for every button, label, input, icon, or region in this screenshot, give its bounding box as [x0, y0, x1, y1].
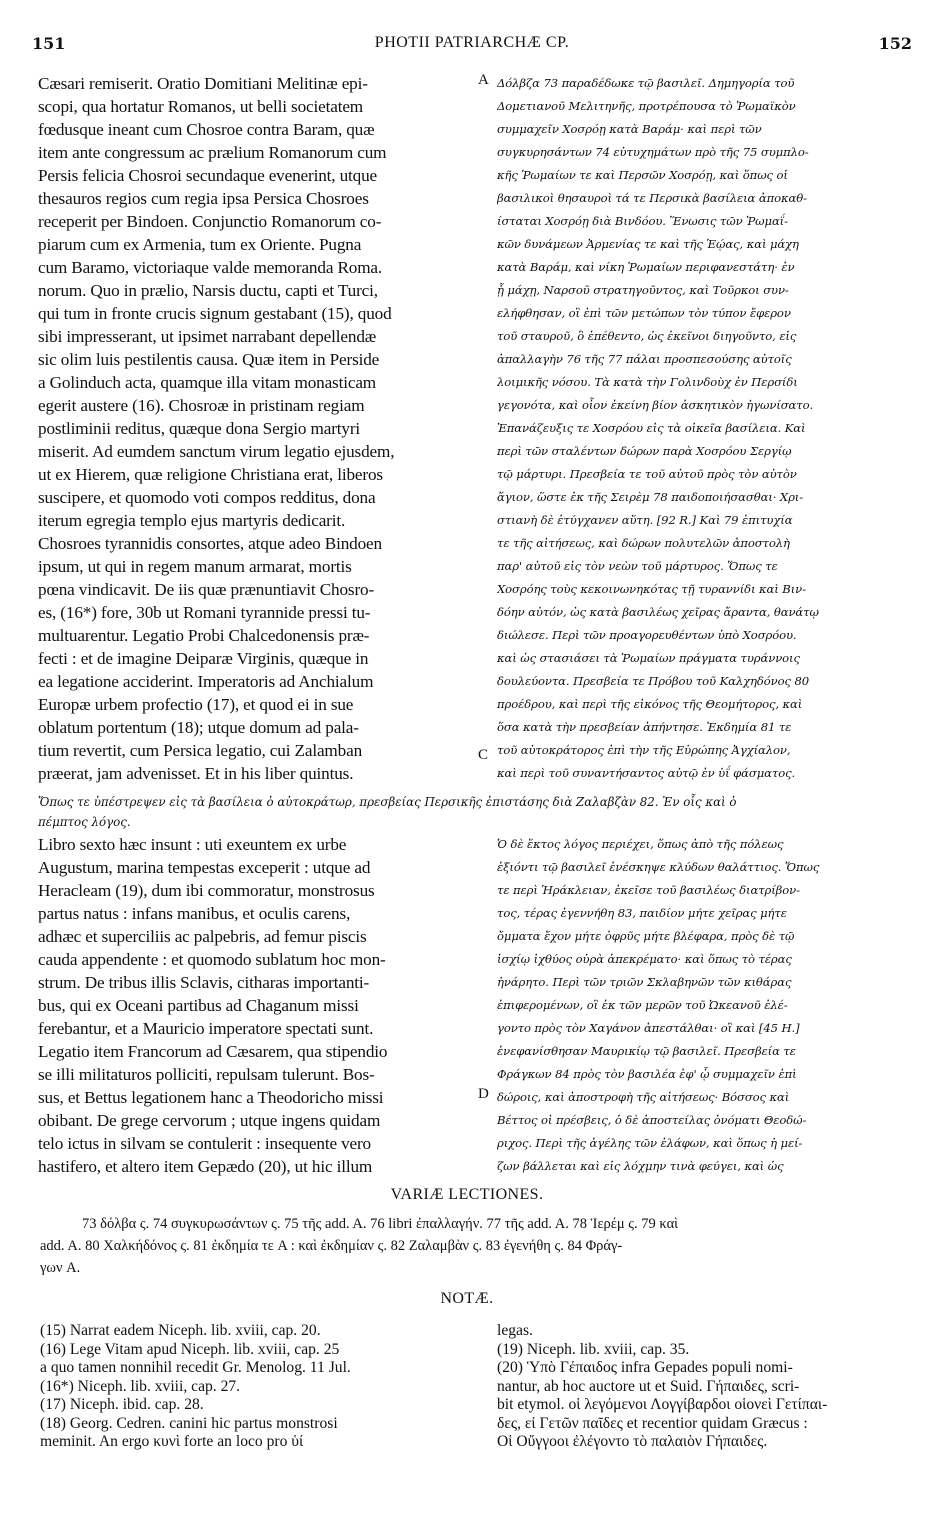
latin-text-line: Cæsari remiserit. Oratio Domitiani Melitinæ epi- — [38, 74, 368, 93]
latin-text-line: fœdusque ineant cum Chosroe contra Baram, quæ — [38, 120, 375, 139]
greek-spanning-line: πέμπτος λόγος. — [38, 815, 131, 829]
note-line: a quo tamen nonnihil recedit Gr. Menolog. 11 Jul. — [40, 1359, 351, 1376]
latin-text-line: hastifero, et altero item Gepædo (20), ut hic illum — [38, 1157, 373, 1176]
margin-marker-d: D — [478, 1086, 489, 1102]
note-line: nantur, ab hoc auctore ut et Suid. Γήπαιδες, scri- — [497, 1377, 800, 1395]
greek-text-line: Ἐπανάζευξις τε Χοσρόου εἰς τὰ οἰκεῖα βασίλεια. Καὶ — [497, 421, 806, 435]
running-title: PHOTII PATRIARCHÆ CP. — [374, 34, 570, 51]
variae-line-3: γων A. — [40, 1260, 81, 1276]
greek-text-line: διώλεσε. Περὶ τῶν προαγορευθέντων ὑπὸ Χοσρόου. — [497, 628, 797, 642]
running-header — [32, 34, 912, 56]
note-line: meminit. An ergo κυνὶ forte an loco pro ὑί — [40, 1433, 304, 1450]
note-line: (16) Lege Vitam apud Niceph. lib. xviii, cap. 25 — [40, 1340, 340, 1358]
greek-text-line: Χοσρόης τοὺς κεκοινωνηκότας τῇ τυραννίδι καὶ Βιν- — [497, 582, 806, 596]
greek-text-line: ριχος. Περὶ τῆς ἀγέλης τῶν ἐλάφων, καὶ ὅπως ἡ μεί- — [497, 1136, 803, 1150]
latin-text-line: iterum egregia templo ejus martyris dedicarit. — [38, 511, 346, 530]
greek-text-line: ελήφθησαν, οἳ ἐπὶ τῶν μετώπων τὸν τύπον ἔφερον — [497, 306, 791, 320]
greek-spanning-lines — [38, 792, 918, 832]
latin-text-line: cum Baramo, victoriaque valde memoranda Roma. — [38, 258, 383, 277]
greek-text-line: κῶν δυνάμεων Ἀρμενίας τε καὶ τῆς Ἑῴας, καὶ μάχη — [497, 237, 799, 251]
latin-text-line: Augustum, marina tempestas exceperit : utque ad — [38, 858, 371, 877]
latin-text-line: item ante congressum ac prælium Romanorum cum — [38, 143, 387, 162]
greek-text-line: ᾗ μάχῃ, Ναρσοῦ στρατηγοῦντος, καὶ Τοῦρκοι συν- — [497, 283, 789, 297]
greek-text-line: συγκυρησάντων 74 εὐτυχημάτων πρὸ τῆς 75 συμπλο- — [497, 145, 809, 159]
greek-text-line: Δόλβζα 73 παραδέδωκε τῷ βασιλεῖ. Δημηγορία τοῦ — [497, 76, 795, 90]
latin-text-line: telo ictus in silvam se contulerit : insequente vero — [38, 1134, 372, 1153]
latin-text-line: Europæ urbem profectio (17), et quod ei in sue — [38, 695, 354, 714]
latin-text-line: se illi militaturos polliciti, repulsam tulerunt. Bos- — [38, 1065, 375, 1084]
latin-text-line: sic olim luis pestilentis causa. Quæ item in Perside — [38, 350, 380, 369]
latin-text-line: fecti : et de imagine Deiparæ Virginis, quæque in — [38, 649, 369, 668]
latin-text-line: sibi impresserant, ut ipsimet narrabant depellendæ — [38, 327, 377, 346]
greek-text-line: κατὰ Βαράμ, καὶ νίκη Ῥωμαίων περιφανεστάτη· ἐν — [497, 260, 795, 274]
latin-text-line: qui tum in fronte crucis signum gestabant (15), quod — [38, 304, 392, 323]
greek-text-line: γεγονότα, καὶ οἷον ἐκείνη βίον ἀσκητικὸν ἠγωνίσατο. — [497, 398, 814, 412]
latin-text-line: ut ex Hierem, quæ religione Christiana erat, liberos — [38, 465, 383, 484]
variae-line-2: add. A. 80 Χαλκήδόνος ς. 81 ἐκδημία τε A : καὶ ἐκδημίαν ς. 82 Ζαλαμβὰν ς. 83 ἐγενήθη ς. 84 Φράγ- — [40, 1238, 623, 1254]
latin-text-line: tium revertit, cum Persica legatio, cui Zalamban — [38, 741, 363, 760]
latin-text-line: multuarentur. Legatio Probi Chalcedonensis præ- — [38, 626, 370, 645]
margin-marker-a: A — [478, 72, 489, 88]
latin-text-line: Libro sexto hæc insunt : uti exeuntem ex urbe — [38, 835, 347, 854]
notae-right-column — [497, 1322, 917, 1452]
greek-text-line: γοντο πρὸς τὸν Χαγάνον ἀπεστάλθαι· οἳ καὶ [45 H.] — [497, 1021, 800, 1035]
latin-text-line: a Golinduch acta, quamque illa vitam monasticam — [38, 373, 377, 392]
latin-text-line: cauda appendente : et quomodo sublatum hoc mon- — [38, 950, 386, 969]
greek-text-line: Βέττος οἱ πρέσβεις, ὁ δὲ ἀποστείλας ὀνόματι Θεοδώ- — [497, 1113, 807, 1127]
greek-text-line: παρ' αὐτοῦ εἰς τὸν νεὼν τοῦ μάρτυρος. Ὅπως τε — [497, 559, 778, 573]
greek-text-line: καὶ περὶ τοῦ συναντήσαντος αὐτῷ ἐν ὑΐ φάσματος. — [497, 766, 796, 780]
note-line: (16*) Niceph. lib. xviii, cap. 27. — [40, 1377, 241, 1395]
latin-text-line: partus natus : infans manibus, et oculis carens, — [38, 904, 351, 923]
latin-text-line: adhæc et superciliis ac palpebris, ad femur piscis — [38, 927, 367, 946]
latin-column-bottom — [38, 833, 470, 1178]
notae-left-column — [40, 1322, 480, 1452]
latin-text-line: ipsum, ut qui in regem manum armarat, mortis — [38, 557, 352, 576]
greek-column-top — [497, 72, 915, 785]
latin-text-line: es, (16*) fore, 30b ut Romani tyrannide pressi tu- — [38, 603, 371, 622]
latin-text-line: oblatum portentum (18); utque domum ad pala- — [38, 718, 359, 737]
page-number-right: 152 — [878, 34, 912, 53]
latin-column-top — [38, 72, 470, 785]
latin-text-line: Persis felicia Chosroi secundaque evenerint, utque — [38, 166, 378, 185]
greek-text-line: ζων βάλλεται καὶ εἰς λόχμην τινὰ φεύγει, καὶ ὡς — [497, 1159, 784, 1173]
greek-text-line: τοῦ σταυροῦ, ὃ ἐπέθεντο, ὡς ἐκεῖνοι διηγοῦντο, εἰς — [497, 329, 797, 343]
greek-text-line: τε περὶ Ἡράκλειαν, ἐκεῖσε τοῦ βασιλέως διατρίβον- — [497, 883, 800, 897]
latin-text-line: thesauros regios cum regia ipsa Persica Chosroes — [38, 189, 369, 208]
latin-text-line: præerat, jam advenisset. Et in his liber quintus. — [38, 764, 354, 783]
note-line: δες, εἰ Γετῶν παῖδες et recentior quidam Græcus : — [497, 1414, 808, 1432]
greek-text-line: δόην αὐτόν, ὡς κατὰ βασιλέως χεῖρας ἄραντα, θανάτῳ — [497, 605, 819, 619]
latin-text-line: receperit per Bindoen. Conjunctio Romanorum co- — [38, 212, 382, 231]
latin-text-line: bus, qui ex Oceani partibus ad Chaganum missi — [38, 996, 359, 1015]
greek-text-line: τοῦ αὐτοκράτορος ἐπὶ τὴν τῆς Εὐρώπης Ἀγχίαλον, — [497, 743, 791, 757]
latin-text-line: piarum cum ex Armenia, tum ex Oriente. Pugna — [38, 235, 362, 254]
margin-marker-c: C — [478, 747, 489, 763]
latin-text-line: strum. De tribus illis Sclavis, citharas importanti- — [38, 973, 370, 992]
latin-text-line: ferebantur, et a Mauricio imperatore spectati sunt. — [38, 1019, 374, 1038]
variae-line-1: 73 δόλβα ς. 74 συγκυρωσάντων ς. 75 τῆς add. A. 76 libri ἐπαλλαγήν. 77 τῆς add. A. 78 Ἱερέμ ς. 79 καὶ — [82, 1216, 679, 1232]
latin-text-line: norum. Quo in prælio, Narsis ductu, capti et Turci, — [38, 281, 378, 300]
greek-column-bottom — [497, 833, 915, 1178]
greek-text-line: βασιλικοὶ θησαυροὶ τά τε Περσικὰ βασίλεια ἀποκαθ- — [497, 191, 807, 205]
page-number-left: 151 — [32, 34, 66, 53]
greek-text-line: λοιμικῆς νόσου. Τὰ κατὰ τὴν Γολινδοὺχ ἐν Περσίδι — [497, 375, 798, 389]
greek-text-line: τῷ μάρτυρι. Πρεσβεία τε τοῦ αὐτοῦ πρὸς τὸν αὐτὸν — [497, 467, 797, 481]
greek-text-line: ὅσα κατὰ τὴν πρεσβείαν ἀπήντησε. Ἐκδημία 81 τε — [497, 720, 792, 734]
greek-text-line: δουλεύοντα. Πρεσβεία τε Πρόβου τοῦ Καλχηδόνος 80 — [497, 674, 810, 688]
note-line: (20) Ὑπὸ Γέπαιδος infra Gepades populi nomi- — [497, 1359, 793, 1376]
greek-text-line: προέδρου, καὶ περὶ τῆς εἰκόνος τῆς Θεομήτορος, καὶ — [497, 697, 803, 711]
greek-text-line: τος, τέρας ἐγεννήθη 83, παιδίον μήτε χεῖρας μήτε — [497, 906, 787, 920]
latin-text-line: sus, et Bettus legationem hanc a Theodoricho missi — [38, 1088, 384, 1107]
note-line: (18) Georg. Cedren. canini hic partus monstrosi — [40, 1414, 338, 1432]
latin-text-line: Chosroes tyrannidis consortes, atque adeo Bindoen — [38, 534, 382, 553]
latin-text-line: miserit. Ad eumdem sanctum virum legatio ejusdem, — [38, 442, 395, 461]
note-line: (17) Niceph. ibid. cap. 28. — [40, 1396, 204, 1413]
variae-lectiones-title: VARIÆ LECTIONES. — [390, 1186, 544, 1203]
greek-text-line: δώροις, καὶ ἀποστροφὴ τῆς αἰτήσεως· Βόσσος καὶ — [497, 1090, 790, 1104]
note-line: bit etymol. οἱ λεγόμενοι Λογγίβαρδοι οἱονεὶ Γετίπαι- — [497, 1396, 828, 1413]
latin-text-line: egerit austere (16). Chosroæ in pristinam regiam — [38, 396, 365, 415]
greek-text-line: περὶ τῶν σταλέντων δώρων παρὰ Χοσρόου Σεργίῳ — [497, 444, 792, 458]
greek-text-line: ἅγιον, ὥστε ἐκ τῆς Σειρὲμ 78 παιδοποιήσασθαι· Χρι- — [497, 490, 804, 504]
notae-title: NOTÆ. — [440, 1290, 494, 1307]
latin-text-line: ea legatione acciderint. Imperatoris ad Anchialum — [38, 672, 374, 691]
greek-text-line: ὄμματα ἔχον μήτε ὀφρῦς μήτε βλέφαρα, πρὸς δὲ τῷ — [497, 929, 795, 943]
note-line: (15) Narrat eadem Niceph. lib. xviii, cap. 20. — [40, 1322, 321, 1339]
note-line: (19) Niceph. lib. xviii, cap. 35. — [497, 1340, 690, 1358]
greek-text-line: ἠνάρητο. Περὶ τῶν τριῶν Σκλαβηνῶν τῶν κιθάρας — [497, 975, 792, 989]
latin-text-line: obibant. De grege cervorum ; utque ingens quidam — [38, 1111, 381, 1130]
greek-text-line: κῆς Ῥωμαίων τε καὶ Περσῶν Χοσρόῃ, καὶ ὅπως οἱ — [497, 168, 788, 182]
greek-text-line: Φράγκων 84 πρὸς τὸν βασιλέα ἐφ' ᾧ συμμαχεῖν ἐπὶ — [497, 1067, 797, 1081]
latin-text-line: scopi, qua hortatur Romanos, ut belli societatem — [38, 97, 364, 116]
greek-text-line: καὶ ὡς στασιάσει τὰ Ῥωμαίων πράγματα τυράννοις — [497, 651, 800, 665]
greek-text-line: συμμαχεῖν Χοσρόῃ κατὰ Βαράμ· καὶ περὶ τῶν — [497, 122, 762, 136]
greek-spanning-line: Ὅπως τε ὑπέστρεψεν εἰς τὰ βασίλεια ὁ αὐτοκράτωρ, πρεσβείας Περσικῆς ἐπιστάσης διὰ Ζαλαβζὰν 82. Ἐν οἷς καὶ ὁ — [38, 795, 737, 809]
latin-text-line: suscipere, et quomodo voti compos redditus, dona — [38, 488, 376, 507]
latin-text-line: Legatio item Francorum ad Cæsarem, qua stipendio — [38, 1042, 388, 1061]
greek-text-line: στιανὴ δὲ ἐτύγχανεν αὕτη. [92 R.] Καὶ 79 ἐπιτυχία — [497, 513, 793, 527]
greek-text-line: ἐξιόντι τῷ βασιλεῖ ἐνέσκηψε κλύδων θαλάττιος. Ὅπως — [497, 860, 820, 874]
greek-text-line: τε τῆς αἰτήσεως, καὶ δώρων πολυτελῶν ἀποστολὴ — [497, 536, 790, 550]
note-line: Οἱ Οὔγγοοι ἐλέγοντο τὸ παλαιὸν Γήπαιδες. — [497, 1433, 768, 1450]
note-line: legas. — [497, 1322, 533, 1339]
greek-text-line: ἐπιφερομένων, οἳ ἐκ τῶν μερῶν τοῦ Ὠκεανοῦ ἐλέ- — [497, 998, 788, 1012]
latin-text-line: pœna vindicavit. De iis quæ prænuntiavit Chosro- — [38, 580, 375, 599]
greek-text-line: ίσταται Χοσρόῃ διὰ Βινδόου. Ἕνωσις τῶν Ῥωμαΐ- — [497, 214, 788, 228]
greek-text-line: ἀπαλλαγὴν 76 τῆς 77 πάλαι προσπεσούσης αὐτοῖς — [497, 352, 792, 366]
greek-text-line: Ὁ δὲ ἕκτος λόγος περιέχει, ὅπως ἀπὸ τῆς πόλεως — [497, 837, 784, 851]
greek-text-line: ἰσχίῳ ἰχθύος οὐρὰ ἀπεκρέματο· καὶ ὅπως τὸ τέρας — [497, 952, 792, 966]
latin-text-line: postliminii reditus, quæque dona Sergio martyri — [38, 419, 361, 438]
latin-text-line: Heracleam (19), dum ibi commoratur, monstrosus — [38, 881, 375, 900]
greek-text-line: ἐνεφανίσθησαν Μαυρικίῳ τῷ βασιλεῖ. Πρεσβεία τε — [497, 1044, 796, 1058]
greek-text-line: Δομετιανοῦ Μελιτηνῆς, προτρέπουσα τὸ Ῥωμαϊκὸν — [497, 99, 796, 113]
